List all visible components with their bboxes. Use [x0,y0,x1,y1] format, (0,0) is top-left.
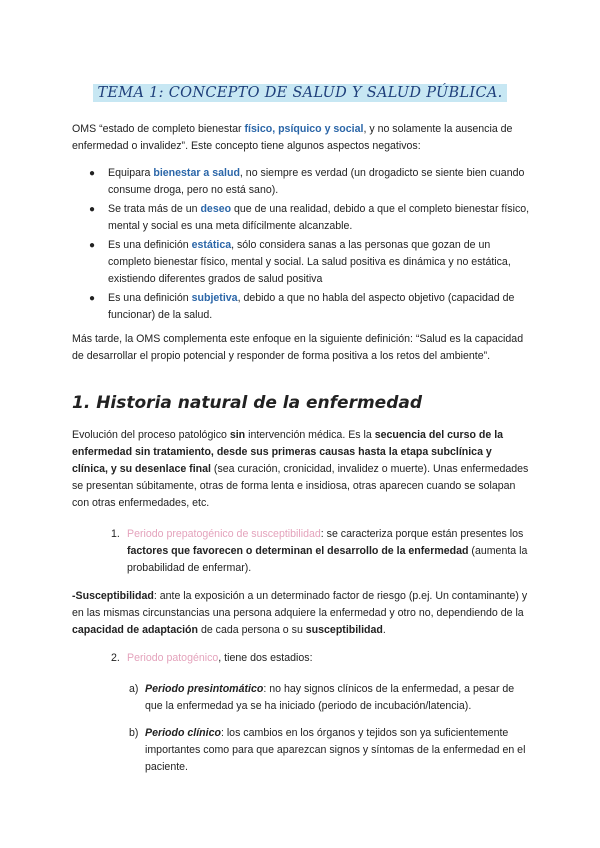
stage-item [129,725,529,776]
intro-text-end: , y no solamente la ausencia de enfermedad o invalidez”. Este concepto tiene algunos aspectos negativos: [72,123,513,152]
bullet-text: Equipara [108,167,154,179]
bullet-text: Es una definición [108,292,192,304]
bullet-text-end: , debido a que no habla del aspecto objetivo (capacidad de funcionar) de la salud. [108,292,515,321]
page-title [0,84,600,102]
evolution-bold: sin [229,429,246,441]
period-name: Periodo prepatogénico de susceptibilidad [127,528,321,540]
period-item [111,650,531,667]
evolution-text: (sea curación, cronicidad, invalidez o muerte). Unas enfermedades se presentan súbitamente, otras de forma lenta e insidiosa, otras aparecen cuando se solapan con otras enfermedades, etc. [72,463,529,509]
evolution-bold: secuencia del curso de la enfermedad sin tratamiento, desde sus primeras causas hasta la etapa subclínica y clínica, y su desenlace final [72,429,504,475]
susceptibility-bold: capacidad de adaptación [72,624,198,636]
period-item [111,526,531,577]
evolution-text: Evolución del proceso patológico [72,429,230,441]
negative-aspects-list [86,165,530,326]
intro-text: OMS “estado de completo bienestar [72,123,245,135]
period-name: Periodo patogénico [127,652,219,664]
bullet-highlight: subjetiva [191,292,238,304]
bullet-icon: ● [89,240,96,251]
bullet-icon: ● [89,293,96,304]
intro-highlight: físico, psíquico y social [244,123,364,135]
period-text: : se caracteriza porque están presentes los [320,528,524,540]
bullet-text: Es una definición [108,239,192,251]
stage-name: Periodo presintomático [145,683,264,695]
bullet-text-end: que de una realidad, debido a que el completo bienestar físico, mental y social es una meta difícilmente alcanzable. [108,203,530,232]
bullet-highlight: deseo [200,203,232,215]
susceptibility-bold: -Susceptibilidad [72,590,154,602]
susceptibility-text: . [382,624,386,636]
evolution-text: intervención médica. Es la [245,429,375,441]
page-title-text: TEMA 1: CONCEPTO DE SALUD Y SALUD PÚBLICA. [93,84,506,102]
stage-text: : no hay signos clínicos de la enfermedad, a pesar de que la enfermedad ya se ha iniciado (periodo de incubación/latencia). [145,683,515,712]
list-item [86,165,530,199]
bullet-icon: ● [89,168,96,179]
list-item [86,290,530,324]
stage-letter: a) [129,683,139,695]
bullet-text-end: , sólo considera sanas a las personas que gozan de un completo bienestar físico, mental y social. La salud positiva es dinámica y no estática, existiendo diferentes grados de salud positiva [108,239,511,285]
list-item [86,237,530,288]
bullet-text: Se trata más de un [108,203,201,215]
stage-text: : los cambios en los órganos y tejidos son ya suficientemente importantes como para que aparezcan signos y síntomas de la enfermedad en el paciente. [145,727,526,773]
later-definition-paragraph: Más tarde, la OMS complementa este enfoque en la siguiente definición: “Salud es la capacidad de desarrollar el propio potencial y responder de forma positiva a los retos del ambiente”. [72,333,524,362]
evolution-paragraph [72,427,530,512]
period-number: 1. [111,528,120,540]
period-text: (aumenta la probabilidad de enfermar). [127,545,528,574]
list-item [86,201,530,235]
section-heading: 1. Historia natural de la enfermedad [72,393,423,413]
susceptibility-bold: susceptibilidad [305,624,383,636]
period-bold: factores que favorecen o determinan el desarrollo de la enfermedad [127,545,469,557]
intro-paragraph [72,121,530,155]
stage-letter: b) [129,727,139,739]
period-number: 2. [111,652,120,664]
susceptibility-text: de cada persona o su [198,624,306,636]
susceptibility-paragraph [72,588,530,639]
bullet-highlight: bienestar a salud [153,167,240,179]
susceptibility-text: : ante la exposición a un determinado factor de riesgo (p.ej. Un contaminante) y en las mismas circunstancias una persona adquiere la enfermedad y otro no, dependiendo de la [72,590,528,619]
bullet-icon: ● [89,204,96,215]
stage-name: Periodo clínico [145,727,221,739]
period-text: , tiene dos estadios: [218,652,313,664]
stage-item [129,681,529,715]
bullet-highlight: estática [191,239,232,251]
bullet-text-end: , no siempre es verdad (un drogadicto se siente bien cuando consume droga, pero no está sano). [108,167,525,196]
